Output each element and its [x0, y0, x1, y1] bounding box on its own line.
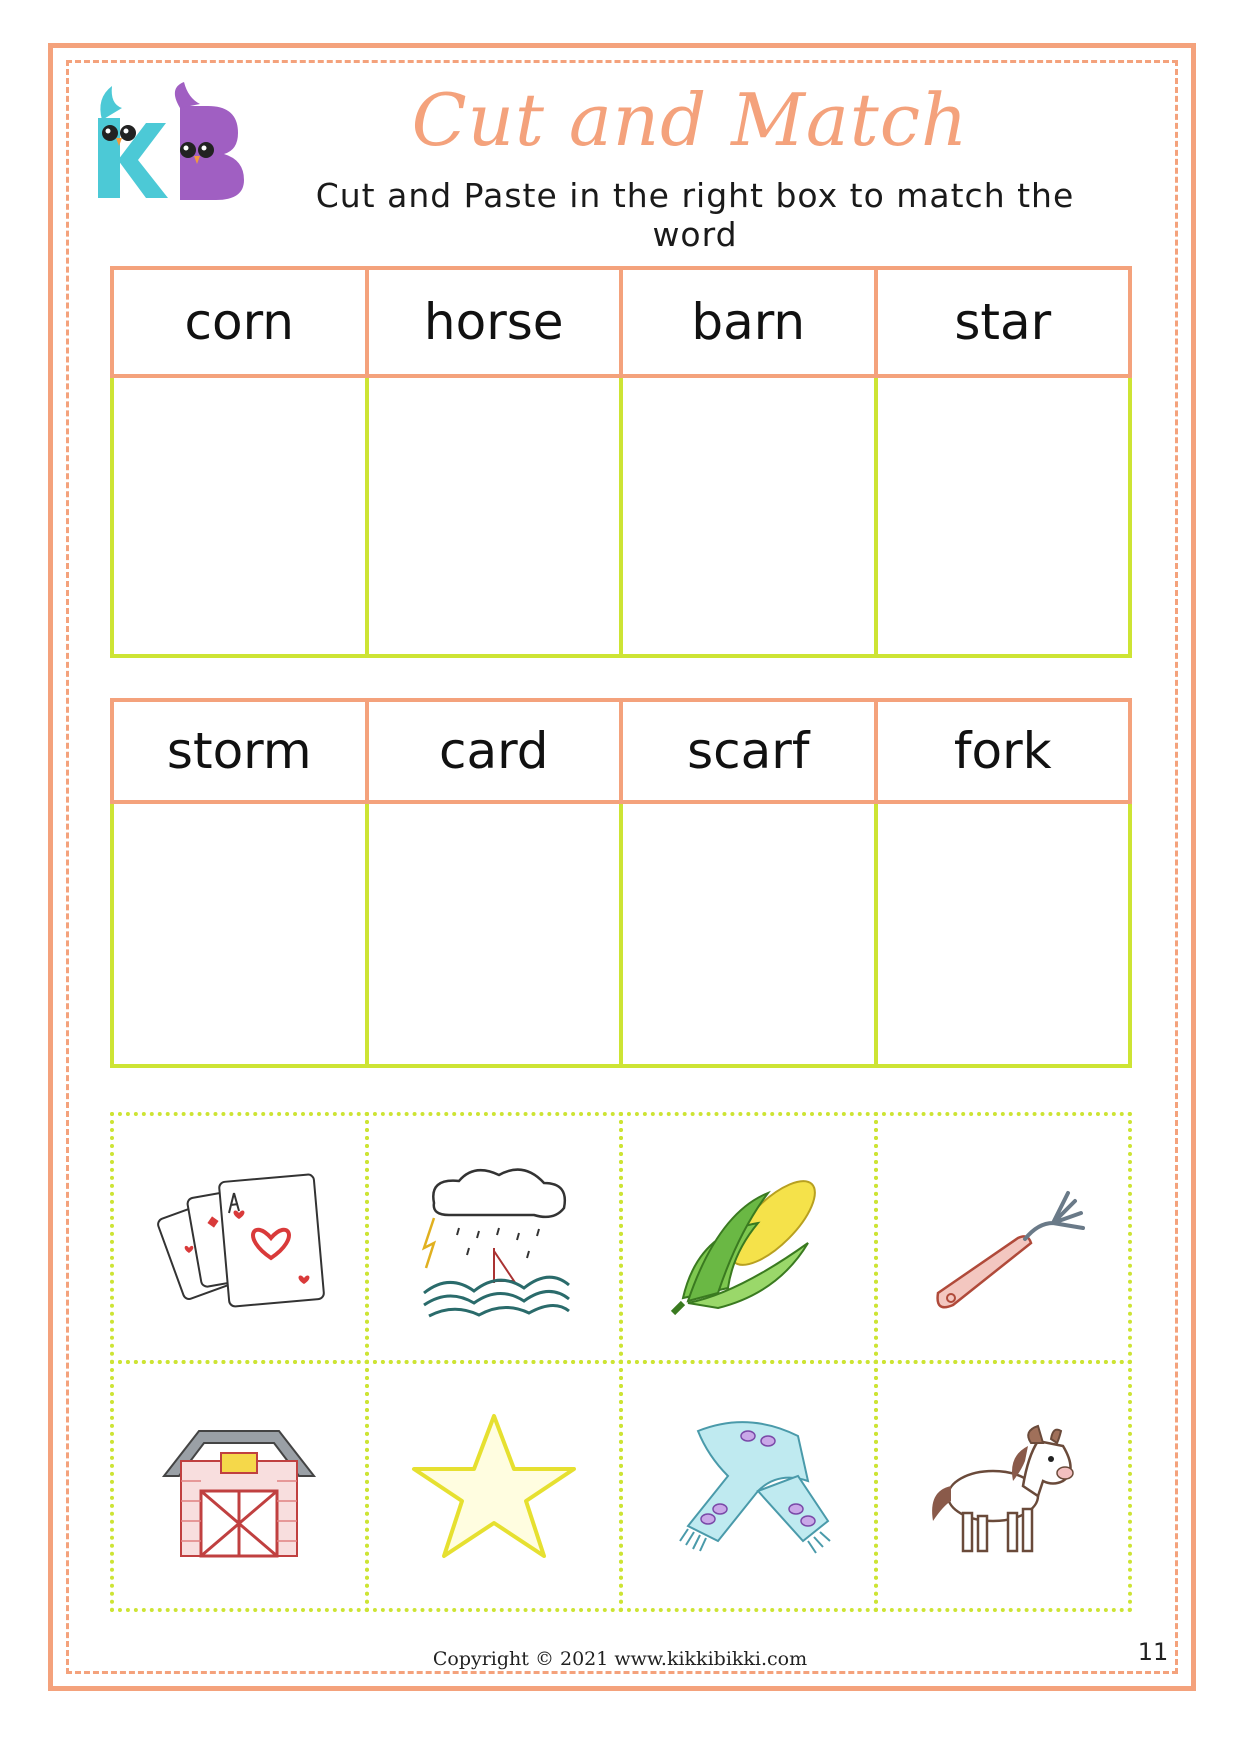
kb-logo [88, 78, 258, 213]
storm-icon [404, 1153, 584, 1323]
logo-letter-b [175, 82, 244, 200]
barn-icon [149, 1401, 329, 1571]
instructions: Cut and Paste in the right box to match the word [315, 176, 1075, 254]
cutout-barn[interactable] [110, 1360, 369, 1612]
paste-box[interactable] [874, 804, 1133, 1068]
page-title: Cut and Match [411, 78, 969, 162]
match-table-2 [110, 698, 1128, 1068]
copyright: Copyright © 2021 www.kikkibikki.com [432, 1648, 808, 1670]
word-cell: corn [110, 266, 369, 378]
cutout-corn[interactable] [619, 1112, 878, 1364]
word-cell: scarf [619, 698, 878, 804]
cutout-pictures [110, 1112, 1128, 1608]
cutout-scarf[interactable] [619, 1360, 878, 1612]
paste-box[interactable] [619, 804, 878, 1068]
word-cell: barn [619, 266, 878, 378]
horse-icon [913, 1401, 1093, 1571]
corn-icon [658, 1153, 838, 1323]
scarf-icon [658, 1401, 838, 1571]
paste-box[interactable] [110, 378, 369, 658]
paste-box[interactable] [874, 378, 1133, 658]
card-icon [149, 1153, 329, 1323]
fork-icon [913, 1153, 1093, 1323]
page-number: 11 [1137, 1638, 1169, 1666]
paste-box[interactable] [365, 804, 624, 1068]
paste-box[interactable] [619, 378, 878, 658]
logo-letter-k [98, 86, 168, 198]
paste-box[interactable] [110, 804, 369, 1068]
cutout-card[interactable] [110, 1112, 369, 1364]
word-cell: horse [365, 266, 624, 378]
cutout-storm[interactable] [365, 1112, 624, 1364]
word-cell: fork [874, 698, 1133, 804]
match-table-1 [110, 266, 1128, 658]
cutout-star[interactable] [365, 1360, 624, 1612]
word-cell: storm [110, 698, 369, 804]
word-cell: star [874, 266, 1133, 378]
word-cell: card [365, 698, 624, 804]
star-icon [404, 1401, 584, 1571]
cutout-horse[interactable] [874, 1360, 1133, 1612]
paste-box[interactable] [365, 378, 624, 658]
cutout-fork[interactable] [874, 1112, 1133, 1364]
